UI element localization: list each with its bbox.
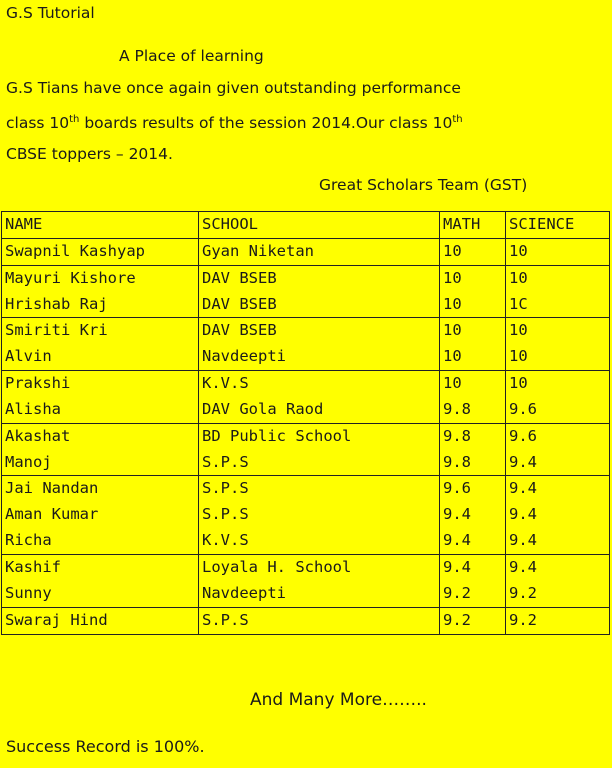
cell-name: Swaraj Hind [2, 607, 199, 634]
table-row [2, 502, 610, 528]
cell-science: 9.4 [506, 502, 610, 528]
cell-school: Gyan Niketan [199, 238, 440, 265]
cell-school: Navdeepti [199, 344, 440, 370]
cell-name: Mayuri Kishore [2, 265, 199, 291]
intro-line-2-part-a: class 10 [6, 114, 70, 133]
cell-school: DAV Gola Raod [199, 397, 440, 423]
table-row [2, 265, 610, 291]
intro-line-3: CBSE toppers – 2014. [6, 145, 173, 163]
cell-name: Hrishab Raj [2, 292, 199, 318]
cell-science: 9.2 [506, 607, 610, 634]
and-many-more: And Many More…….. [250, 690, 427, 710]
cell-math: 9.4 [440, 528, 506, 554]
cell-science: 9.4 [506, 476, 610, 502]
cell-math: 9.8 [440, 423, 506, 449]
cell-name: Alvin [2, 344, 199, 370]
cell-math: 9.8 [440, 450, 506, 476]
cell-school: S.P.S [199, 450, 440, 476]
brand-title: G.S Tutorial [6, 4, 95, 22]
cell-science: 1C [506, 292, 610, 318]
tagline: A Place of learning [119, 47, 264, 65]
cell-name: Manoj [2, 450, 199, 476]
cell-name: Kashif [2, 554, 199, 580]
cell-school: BD Public School [199, 423, 440, 449]
header-science: SCIENCE [506, 212, 610, 239]
cell-school: Loyala H. School [199, 554, 440, 580]
ordinal-suffix: th [452, 114, 463, 125]
header-name: NAME [2, 212, 199, 239]
cell-science: 10 [506, 344, 610, 370]
table-row [2, 476, 610, 502]
cell-science: 9.6 [506, 423, 610, 449]
cell-school: S.P.S [199, 476, 440, 502]
intro-line-2-part-b: boards results of the session 2014.Our class 10 [79, 114, 453, 133]
cell-science: 10 [506, 318, 610, 344]
cell-school: DAV BSEB [199, 292, 440, 318]
cell-name: Prakshi [2, 371, 199, 397]
success-record: Success Record is 100%. [6, 737, 205, 756]
cell-science: 9.2 [506, 581, 610, 607]
table-row [2, 581, 610, 607]
cell-school: S.P.S [199, 607, 440, 634]
table-row [2, 318, 610, 344]
cell-math: 10 [440, 318, 506, 344]
cell-name: Sunny [2, 581, 199, 607]
cell-science: 10 [506, 238, 610, 265]
table-row [2, 423, 610, 449]
cell-name: Aman Kumar [2, 502, 199, 528]
cell-math: 10 [440, 238, 506, 265]
cell-name: Richa [2, 528, 199, 554]
intro-line-1: G.S Tians have once again given outstanding performance [6, 79, 461, 97]
table-row [2, 450, 610, 476]
table-row [2, 344, 610, 370]
ordinal-suffix: th [69, 114, 80, 125]
cell-name: Akashat [2, 423, 199, 449]
cell-science: 9.4 [506, 528, 610, 554]
header-school: SCHOOL [199, 212, 440, 239]
cell-name: Jai Nandan [2, 476, 199, 502]
cell-math: 9.6 [440, 476, 506, 502]
cell-name: Smiriti Kri [2, 318, 199, 344]
cell-math: 9.4 [440, 554, 506, 580]
cell-science: 9.4 [506, 450, 610, 476]
cell-math: 9.8 [440, 397, 506, 423]
cell-math: 10 [440, 265, 506, 291]
cell-school: K.V.S [199, 528, 440, 554]
cell-name: Swapnil Kashyap [2, 238, 199, 265]
team-name: Great Scholars Team (GST) [319, 176, 528, 194]
cell-math: 10 [440, 292, 506, 318]
table-row [2, 607, 610, 634]
cell-school: Navdeepti [199, 581, 440, 607]
cell-name: Alisha [2, 397, 199, 423]
cell-math: 10 [440, 344, 506, 370]
table-row [2, 528, 610, 554]
cell-math: 9.4 [440, 502, 506, 528]
table-header-row [2, 212, 610, 239]
cell-science: 9.4 [506, 554, 610, 580]
cell-school: DAV BSEB [199, 318, 440, 344]
cell-school: DAV BSEB [199, 265, 440, 291]
cell-science: 10 [506, 265, 610, 291]
results-table [1, 211, 610, 635]
cell-math: 10 [440, 371, 506, 397]
table-row [2, 371, 610, 397]
cell-science: 9.6 [506, 397, 610, 423]
intro-line-2 [6, 114, 463, 132]
table-row [2, 292, 610, 318]
cell-school: K.V.S [199, 371, 440, 397]
header-math: MATH [440, 212, 506, 239]
table-row [2, 238, 610, 265]
table-row [2, 397, 610, 423]
cell-math: 9.2 [440, 607, 506, 634]
cell-science: 10 [506, 371, 610, 397]
cell-school: S.P.S [199, 502, 440, 528]
table-row [2, 554, 610, 580]
cell-math: 9.2 [440, 581, 506, 607]
